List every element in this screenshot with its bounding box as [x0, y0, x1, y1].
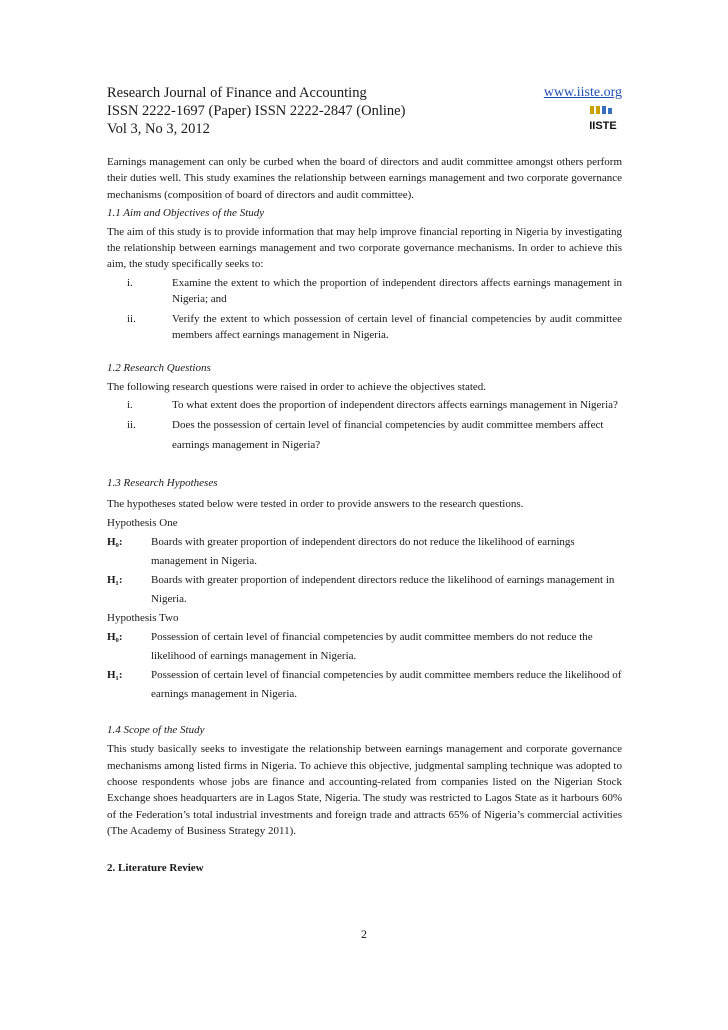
hypothesis-text: Boards with greater proportion of independent directors reduce the likelihood of earnings management in Nigeria.: [151, 573, 615, 605]
h1-label: H₁:: [107, 573, 123, 586]
hypotheses-paragraph: The hypotheses stated below were tested in order to provide answers to the research questions.: [107, 497, 524, 510]
intro-paragraph: Earnings management can only be curbed when the board of directors and audit committee amongst others perform their duties well. This study examines the relationship between earnings management and two corporate governance mechanisms (composition of board of directors and audit committee).: [107, 156, 622, 201]
iiste-logo: [584, 104, 622, 132]
list-item-number: i.: [127, 399, 133, 412]
list-item: [107, 395, 622, 415]
scope-paragraph: This study basically seeks to investigate the relationship between earnings management and corporate governance mechanisms among listed firms in Nigeria. To achieve this objective, judgmental sampling technique was adopted to choose respondents whose jobs are finance and accounting-related from companies listed on the Nigerian Stock Exchange shoes headquarters are in Lagos State, Nigeria. The study was restricted to Lagos State as it harbours 60% of the Federation’s total industrial investments and foreign trade and attracts 65% of Nigeria’s commercial activities (The Academy of Business Strategy 2011).: [107, 743, 622, 838]
questions-paragraph: The following research questions were raised in order to achieve the objectives stated.: [107, 380, 487, 393]
section-heading-aim: 1.1 Aim and Objectives of the Study: [107, 207, 265, 220]
h1-label: H₁:: [107, 668, 123, 681]
list-item-number: ii.: [127, 312, 136, 325]
list-item-text: To what extent does the proportion of independent directors affects earnings management in Nigeria?: [172, 399, 618, 412]
logo-text: IISTE: [589, 120, 617, 132]
journal-issn: ISSN 2222-1697 (Paper) ISSN 2222-2847 (Online): [107, 103, 406, 119]
aim-paragraph: The aim of this study is to provide information that may help improve financial reporting in Nigeria by investigating the relationship between earnings management and two corporate governance mechanisms. In order to achieve this aim, the study specifically seeks to:: [107, 225, 622, 271]
hypothesis-text: Possession of certain level of financial competencies by audit committee members reduce the likelihood of earnings management in Nigeria.: [151, 668, 622, 700]
journal-url-link[interactable]: www.iiste.org: [543, 85, 622, 100]
hypothesis-text: Boards with greater proportion of independent directors do not reduce the likelihood of earnings management in Nigeria.: [151, 535, 575, 567]
section-heading-scope: 1.4 Scope of the Study: [107, 723, 205, 736]
questions-list: [107, 395, 622, 455]
page-number: 2: [361, 927, 367, 941]
h0-label: H₀:: [107, 535, 123, 548]
list-item: [107, 311, 622, 344]
hypothesis-text: Possession of certain level of financial competencies by audit committee members do not reduce the likelihood of earnings management in Nigeria.: [151, 630, 593, 662]
list-item-number: i.: [127, 276, 133, 289]
hypothesis-one-alt: [107, 571, 622, 609]
hypotheses-block: [107, 495, 622, 704]
hypothesis-two-label: Hypothesis Two: [107, 611, 179, 624]
section-heading-literature: 2. Literature Review: [107, 861, 204, 874]
journal-title: Research Journal of Finance and Accounting: [107, 85, 367, 101]
list-item-number: ii.: [127, 419, 136, 432]
section-heading-hypotheses: 1.3 Research Hypotheses: [107, 477, 218, 490]
list-item: [107, 275, 622, 308]
list-item-text: Does the possession of certain level of financial competencies by audit committee members affect earnings management in Nigeria?: [172, 419, 604, 452]
list-item: [107, 415, 622, 455]
journal-header: [107, 84, 622, 138]
objectives-list: [107, 275, 622, 344]
hypothesis-one-label: Hypothesis One: [107, 516, 178, 529]
h0-label: H₀:: [107, 630, 123, 643]
list-item-text: Verify the extent to which possession of certain level of financial competencies by audit committee members affect earnings management in Nigeria.: [172, 312, 622, 342]
hypothesis-one-null: [107, 533, 622, 571]
journal-volume: Vol 3, No 3, 2012: [107, 121, 210, 137]
page-content: [107, 84, 622, 876]
hypothesis-two-null: [107, 628, 622, 666]
section-heading-questions: 1.2 Research Questions: [107, 362, 211, 375]
hypothesis-two-alt: [107, 666, 622, 704]
list-item-text: Examine the extent to which the proportion of independent directors affects earnings management in Nigeria; and: [172, 276, 622, 306]
